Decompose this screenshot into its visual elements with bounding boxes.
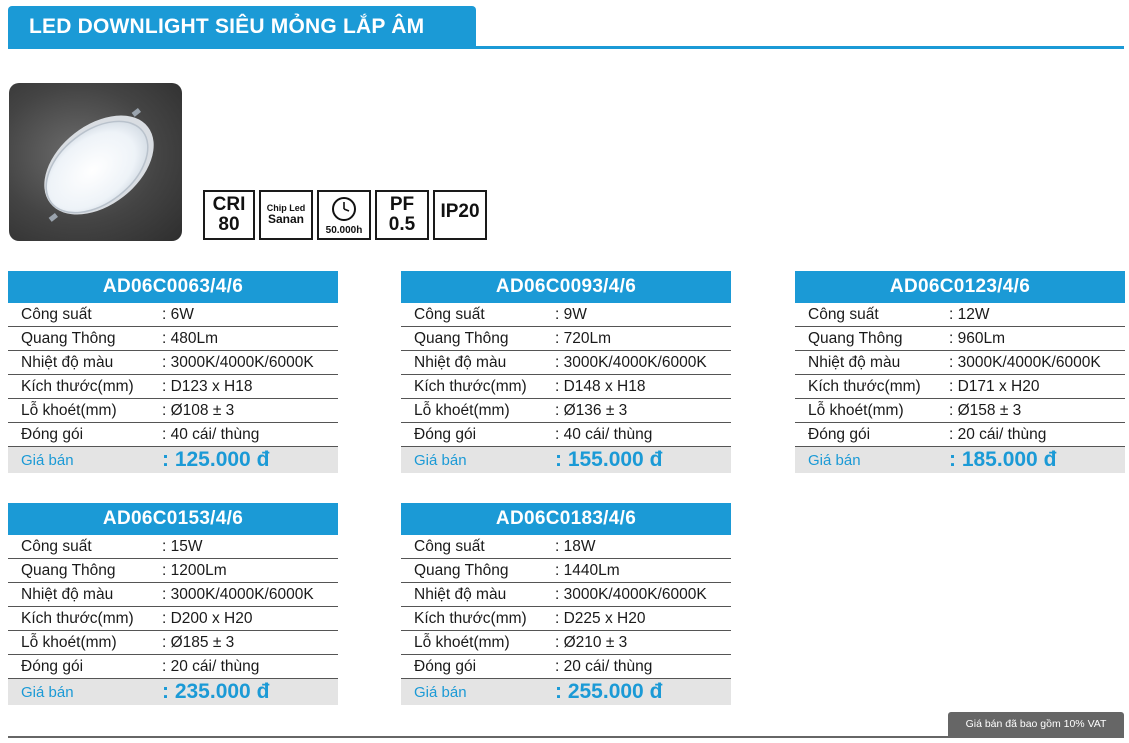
spec-label: Quang Thông xyxy=(21,561,116,579)
spec-value: : 20 cái/ thùng xyxy=(162,657,260,675)
spec-row-packing xyxy=(795,423,1125,447)
spec-row-temp xyxy=(795,351,1125,375)
header-divider xyxy=(8,46,1124,49)
spec-value: : D148 x H18 xyxy=(555,377,646,395)
spec-value: : D200 x H20 xyxy=(162,609,253,627)
product-image xyxy=(9,83,182,241)
clock-icon xyxy=(331,196,357,222)
spec-value: : 1440Lm xyxy=(555,561,620,579)
product-model: AD06C0123/4/6 xyxy=(795,271,1125,303)
spec-row-size xyxy=(8,607,338,631)
spec-row-power xyxy=(8,535,338,559)
spec-row-size xyxy=(401,607,731,631)
spec-value: : 20 cái/ thùng xyxy=(949,425,1047,443)
price-value: : 255.000 đ xyxy=(555,680,663,703)
spec-row-lumen xyxy=(795,327,1125,351)
price-label: Giá bán xyxy=(414,683,467,701)
price-label: Giá bán xyxy=(414,451,467,469)
spec-row-packing xyxy=(8,423,338,447)
price-row xyxy=(795,447,1125,473)
product-card xyxy=(8,271,338,473)
spec-value: : 1200Lm xyxy=(162,561,227,579)
ip-rating-badge xyxy=(433,190,487,240)
spec-label: Quang Thông xyxy=(21,329,116,347)
spec-label: Công suất xyxy=(808,305,879,323)
spec-value: : D123 x H18 xyxy=(162,377,253,395)
spec-value: : 40 cái/ thùng xyxy=(555,425,653,443)
vat-note: Giá bán đã bao gồm 10% VAT xyxy=(948,712,1124,736)
spec-value: : 480Lm xyxy=(162,329,219,347)
footer-divider xyxy=(8,736,1124,738)
spec-row-power xyxy=(795,303,1125,327)
price-value: : 235.000 đ xyxy=(162,680,270,703)
spec-row-cutout xyxy=(401,399,731,423)
spec-row-temp xyxy=(401,351,731,375)
spec-value: : 3000K/4000K/6000K xyxy=(162,353,314,371)
spec-row-temp xyxy=(8,583,338,607)
spec-value: : 40 cái/ thùng xyxy=(162,425,260,443)
spec-label: Lỗ khoét(mm) xyxy=(414,401,510,419)
spec-row-size xyxy=(795,375,1125,399)
chip-label: Chip Led xyxy=(266,202,306,213)
spec-label: Kích thước(mm) xyxy=(21,609,134,627)
spec-row-cutout xyxy=(8,399,338,423)
spec-value: : Ø108 ± 3 xyxy=(162,401,235,419)
pf-label: PF xyxy=(389,194,415,216)
ip-value: IP20 xyxy=(440,201,480,222)
product-card xyxy=(401,271,731,473)
product-card xyxy=(8,503,338,705)
pf-value: 0.5 xyxy=(388,214,416,235)
spec-label: Đóng gói xyxy=(21,425,84,443)
spec-label: Quang Thông xyxy=(414,561,509,579)
lifetime-badge xyxy=(317,190,371,240)
spec-label: Nhiệt độ màu xyxy=(21,585,114,603)
page-title: LED DOWNLIGHT SIÊU MỎNG LẮP ÂM xyxy=(29,15,425,38)
price-row xyxy=(8,679,338,705)
spec-label: Lỗ khoét(mm) xyxy=(808,401,904,419)
price-value: : 155.000 đ xyxy=(555,448,663,471)
spec-value: : 9W xyxy=(555,305,587,323)
spec-row-size xyxy=(401,375,731,399)
spec-value: : 3000K/4000K/6000K xyxy=(555,353,707,371)
product-card xyxy=(401,503,731,705)
spec-row-lumen xyxy=(8,327,338,351)
price-row xyxy=(401,679,731,705)
spec-label: Công suất xyxy=(414,537,485,555)
spec-value: : 960Lm xyxy=(949,329,1006,347)
power-factor-badge xyxy=(375,190,429,240)
spec-value: : Ø210 ± 3 xyxy=(555,633,628,651)
cri-badge xyxy=(203,190,255,240)
spec-row-power xyxy=(8,303,338,327)
downlight-panel-illustration xyxy=(9,83,182,241)
spec-label: Đóng gói xyxy=(414,657,477,675)
spec-value: : Ø185 ± 3 xyxy=(162,633,235,651)
spec-label: Công suất xyxy=(414,305,485,323)
spec-value: : D225 x H20 xyxy=(555,609,646,627)
cri-label: CRI xyxy=(212,194,246,216)
spec-label: Nhiệt độ màu xyxy=(414,585,507,603)
spec-value: : Ø136 ± 3 xyxy=(555,401,628,419)
page-title-tab xyxy=(8,6,476,48)
spec-row-power xyxy=(401,535,731,559)
spec-row-cutout xyxy=(795,399,1125,423)
spec-label: Đóng gói xyxy=(414,425,477,443)
lifetime-value: 50.000h xyxy=(325,224,363,236)
spec-label: Lỗ khoét(mm) xyxy=(21,633,117,651)
product-model: AD06C0093/4/6 xyxy=(401,271,731,303)
spec-label: Nhiệt độ màu xyxy=(21,353,114,371)
spec-label: Kích thước(mm) xyxy=(414,609,527,627)
spec-label: Công suất xyxy=(21,305,92,323)
spec-row-packing xyxy=(401,655,731,679)
spec-row-lumen xyxy=(8,559,338,583)
spec-badges xyxy=(203,190,487,240)
product-card xyxy=(795,271,1125,473)
chip-led-badge xyxy=(259,190,313,240)
spec-value: : 20 cái/ thùng xyxy=(555,657,653,675)
spec-label: Kích thước(mm) xyxy=(808,377,921,395)
spec-row-lumen xyxy=(401,559,731,583)
spec-label: Nhiệt độ màu xyxy=(414,353,507,371)
spec-label: Công suất xyxy=(21,537,92,555)
spec-value: : 6W xyxy=(162,305,194,323)
spec-label: Kích thước(mm) xyxy=(21,377,134,395)
price-row xyxy=(8,447,338,473)
spec-row-cutout xyxy=(401,631,731,655)
spec-row-packing xyxy=(401,423,731,447)
spec-row-lumen xyxy=(401,327,731,351)
spec-label: Đóng gói xyxy=(808,425,871,443)
spec-row-packing xyxy=(8,655,338,679)
spec-value: : 720Lm xyxy=(555,329,612,347)
price-label: Giá bán xyxy=(21,451,74,469)
spec-label: Lỗ khoét(mm) xyxy=(21,401,117,419)
spec-value: : 18W xyxy=(555,537,596,555)
spec-value: : 12W xyxy=(949,305,990,323)
spec-label: Kích thước(mm) xyxy=(414,377,527,395)
chip-brand: Sanan xyxy=(267,212,304,227)
cri-value: 80 xyxy=(218,214,240,235)
price-label: Giá bán xyxy=(21,683,74,701)
spec-label: Lỗ khoét(mm) xyxy=(414,633,510,651)
price-value: : 185.000 đ xyxy=(949,448,1057,471)
spec-label: Nhiệt độ màu xyxy=(808,353,901,371)
spec-label: Quang Thông xyxy=(808,329,903,347)
spec-row-power xyxy=(401,303,731,327)
spec-row-temp xyxy=(401,583,731,607)
spec-label: Quang Thông xyxy=(414,329,509,347)
spec-value: : 3000K/4000K/6000K xyxy=(555,585,707,603)
price-value: : 125.000 đ xyxy=(162,448,270,471)
spec-value: : 15W xyxy=(162,537,203,555)
price-label: Giá bán xyxy=(808,451,861,469)
spec-value: : 3000K/4000K/6000K xyxy=(949,353,1101,371)
product-model: AD06C0183/4/6 xyxy=(401,503,731,535)
product-model: AD06C0063/4/6 xyxy=(8,271,338,303)
product-model: AD06C0153/4/6 xyxy=(8,503,338,535)
spec-value: : 3000K/4000K/6000K xyxy=(162,585,314,603)
spec-row-temp xyxy=(8,351,338,375)
spec-value: : D171 x H20 xyxy=(949,377,1040,395)
spec-row-size xyxy=(8,375,338,399)
spec-value: : Ø158 ± 3 xyxy=(949,401,1022,419)
spec-label: Đóng gói xyxy=(21,657,84,675)
spec-row-cutout xyxy=(8,631,338,655)
price-row xyxy=(401,447,731,473)
